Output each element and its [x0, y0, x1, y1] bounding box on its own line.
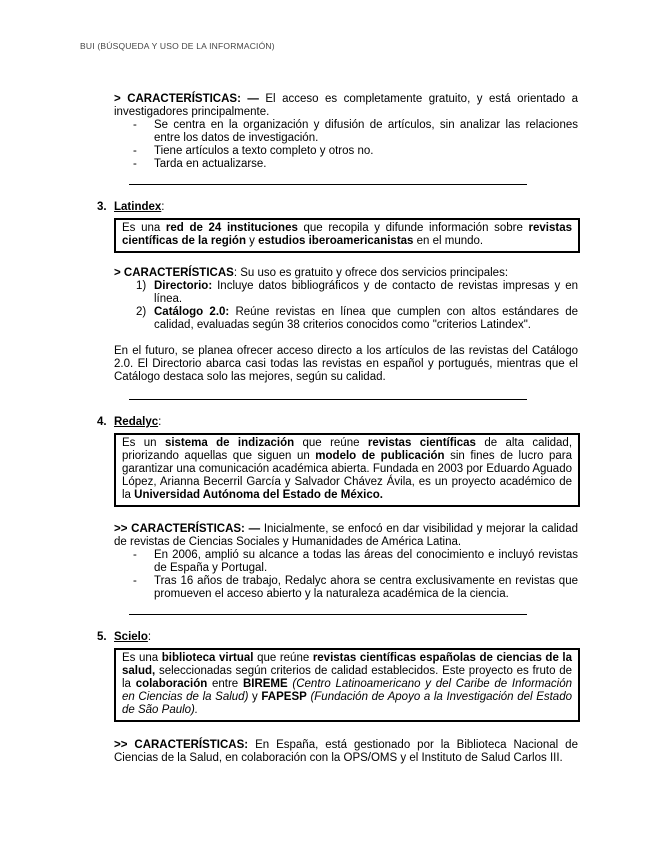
- service-text: Reúne revistas en línea que cumplen con altos estándares de calidad, evaluadas según 38 criterios conocidos como "criterios Latindex".: [154, 306, 578, 331]
- text-run: entre: [207, 678, 243, 690]
- section-heading-redalyc: [97, 416, 161, 429]
- list-item: - En 2006, amplió su alcance a todas las áreas del conocimiento e incluyó revistas de España y Portugal.: [114, 549, 578, 575]
- section-heading-latindex: [97, 201, 165, 214]
- bold-run: FAPESP: [261, 691, 307, 703]
- latindex-definition-box: [114, 218, 580, 253]
- list-item: [114, 306, 578, 332]
- section-2-characteristics: [114, 93, 578, 171]
- characteristics-list: [114, 549, 578, 601]
- characteristics-lead: >> CARACTERÍSTICAS: —: [114, 523, 261, 535]
- characteristics-lead: > CARACTERÍSTICAS: —: [114, 93, 259, 105]
- characteristics-paragraph: [114, 523, 578, 549]
- text-run: seleccionadas según criterios de calidad establecidos. Este proyecto es fruto de la: [122, 665, 572, 690]
- bold-run: biblioteca virtual: [161, 652, 254, 664]
- bold-run: sistema de indización: [164, 437, 295, 449]
- bold-run: red de 24 instituciones: [165, 222, 298, 234]
- bold-run: revistas científicas de la región: [122, 222, 573, 247]
- service-text: Incluye datos bibliográficos y de contacto de revistas impresas y en línea.: [154, 280, 578, 305]
- list-number: 1): [136, 280, 147, 292]
- section-title: Redalyc: [114, 416, 159, 428]
- page-header: BUI (BÚSQUEDA Y USO DE LA INFORMACIÓN): [80, 41, 275, 51]
- bold-run: BIREME: [242, 678, 288, 690]
- text-run: Es un: [122, 437, 165, 449]
- text-run: sin fines de lucro para garantizar una comunicación académica abierta. Fundada en 2003 por Eduardo Aguado López, Arianna Becerril García y Salvador Chávez Ávila, es un proyecto académico de la: [122, 450, 573, 501]
- services-list: [114, 280, 578, 332]
- separator-line: [129, 614, 527, 615]
- text-run: en el mundo.: [413, 235, 484, 247]
- text-run: que reúne: [294, 437, 368, 449]
- list-item: - Tarda en actualizarse.: [114, 158, 578, 171]
- bold-run: estudios iberoamericanistas: [258, 235, 414, 247]
- text-run: y: [245, 235, 259, 247]
- bold-run: Universidad Autónoma del Estado de México.: [134, 489, 383, 501]
- redalyc-definition-box: [114, 433, 580, 507]
- section-number: 4.: [97, 416, 107, 428]
- heading-colon: :: [147, 631, 152, 643]
- bold-run: revistas científicas españolas de ciencias de la salud,: [122, 652, 573, 677]
- text-run: de alta calidad, priorizando aquellas que siguen un: [122, 437, 573, 462]
- text-run: que recopila y difunde información sobre: [297, 222, 529, 234]
- characteristics-text: Inicialmente, se enfocó en dar visibilidad y mejorar la calidad de revistas de Ciencias Sociales y Humanidades de América Latina.: [114, 523, 578, 548]
- list-item: - Tras 16 años de trabajo, Redalyc ahora se centra exclusivamente en revistas que promueven el acceso abierto y la naturaleza académica de la ciencia.: [114, 575, 578, 601]
- characteristics-text: En España, está gestionado por la Biblioteca Nacional de Ciencias de la Salud, en colaboración con la OPS/OMS y el Instituto de Salud Carlos III.: [114, 739, 578, 764]
- text-run: Es una: [122, 652, 162, 664]
- redalyc-characteristics: [114, 523, 578, 601]
- text-run: Es una: [122, 222, 166, 234]
- section-title: Scielo: [114, 631, 148, 643]
- separator-line: [129, 184, 527, 185]
- characteristics-paragraph: [114, 93, 578, 119]
- bold-run: revistas científicas: [367, 437, 476, 449]
- scielo-definition-box: [114, 648, 580, 722]
- section-title: Latindex: [114, 201, 162, 213]
- text-run: que reúne: [253, 652, 313, 664]
- characteristics-text: : Su uso es gratuito y ofrece dos servicios principales:: [233, 267, 509, 279]
- section-number: 5.: [97, 631, 107, 643]
- characteristics-paragraph: [114, 267, 578, 280]
- italic-run: (Fundación de Apoyo a la Investigación del Estado de São Paulo).: [122, 691, 572, 716]
- characteristics-list: [114, 119, 578, 171]
- heading-colon: :: [158, 416, 162, 428]
- list-number: 2): [136, 306, 147, 318]
- characteristics-text: El acceso es completamente gratuito, y está orientado a investigadores principalmente.: [114, 93, 578, 118]
- latindex-characteristics: [114, 267, 578, 384]
- bold-run: modelo de publicación: [315, 450, 445, 462]
- heading-colon: :: [161, 201, 165, 213]
- bold-run: colaboración: [135, 678, 208, 690]
- scielo-characteristics: [114, 739, 578, 765]
- service-name: Directorio:: [154, 280, 213, 292]
- section-heading-scielo: [97, 631, 151, 644]
- characteristics-paragraph: [114, 739, 578, 765]
- italic-run: (Centro Latinoamericano y del Caribe de Información en Ciencias de la Salud): [122, 678, 572, 703]
- text-run: y: [248, 691, 262, 703]
- characteristics-lead: > CARACTERÍSTICAS: [114, 267, 234, 279]
- latindex-future-paragraph: En el futuro, se planea ofrecer acceso directo a los artículos de las revistas del Catálogo 2.0. El Directorio abarca casi todas las revistas en español y portugués, mientras que el Catálogo destaca solo las mejores, según su calidad.: [114, 345, 578, 383]
- section-number: 3.: [97, 201, 107, 213]
- list-item: - Tiene artículos a texto completo y otros no.: [114, 145, 578, 158]
- list-item: - Se centra en la organización y difusión de artículos, sin analizar las relaciones entre los datos de investigación.: [114, 119, 578, 145]
- characteristics-lead: >> CARACTERÍSTICAS:: [114, 739, 249, 751]
- separator-line: [129, 399, 527, 400]
- list-item: [114, 280, 578, 306]
- service-name: Catálogo 2.0:: [154, 306, 230, 318]
